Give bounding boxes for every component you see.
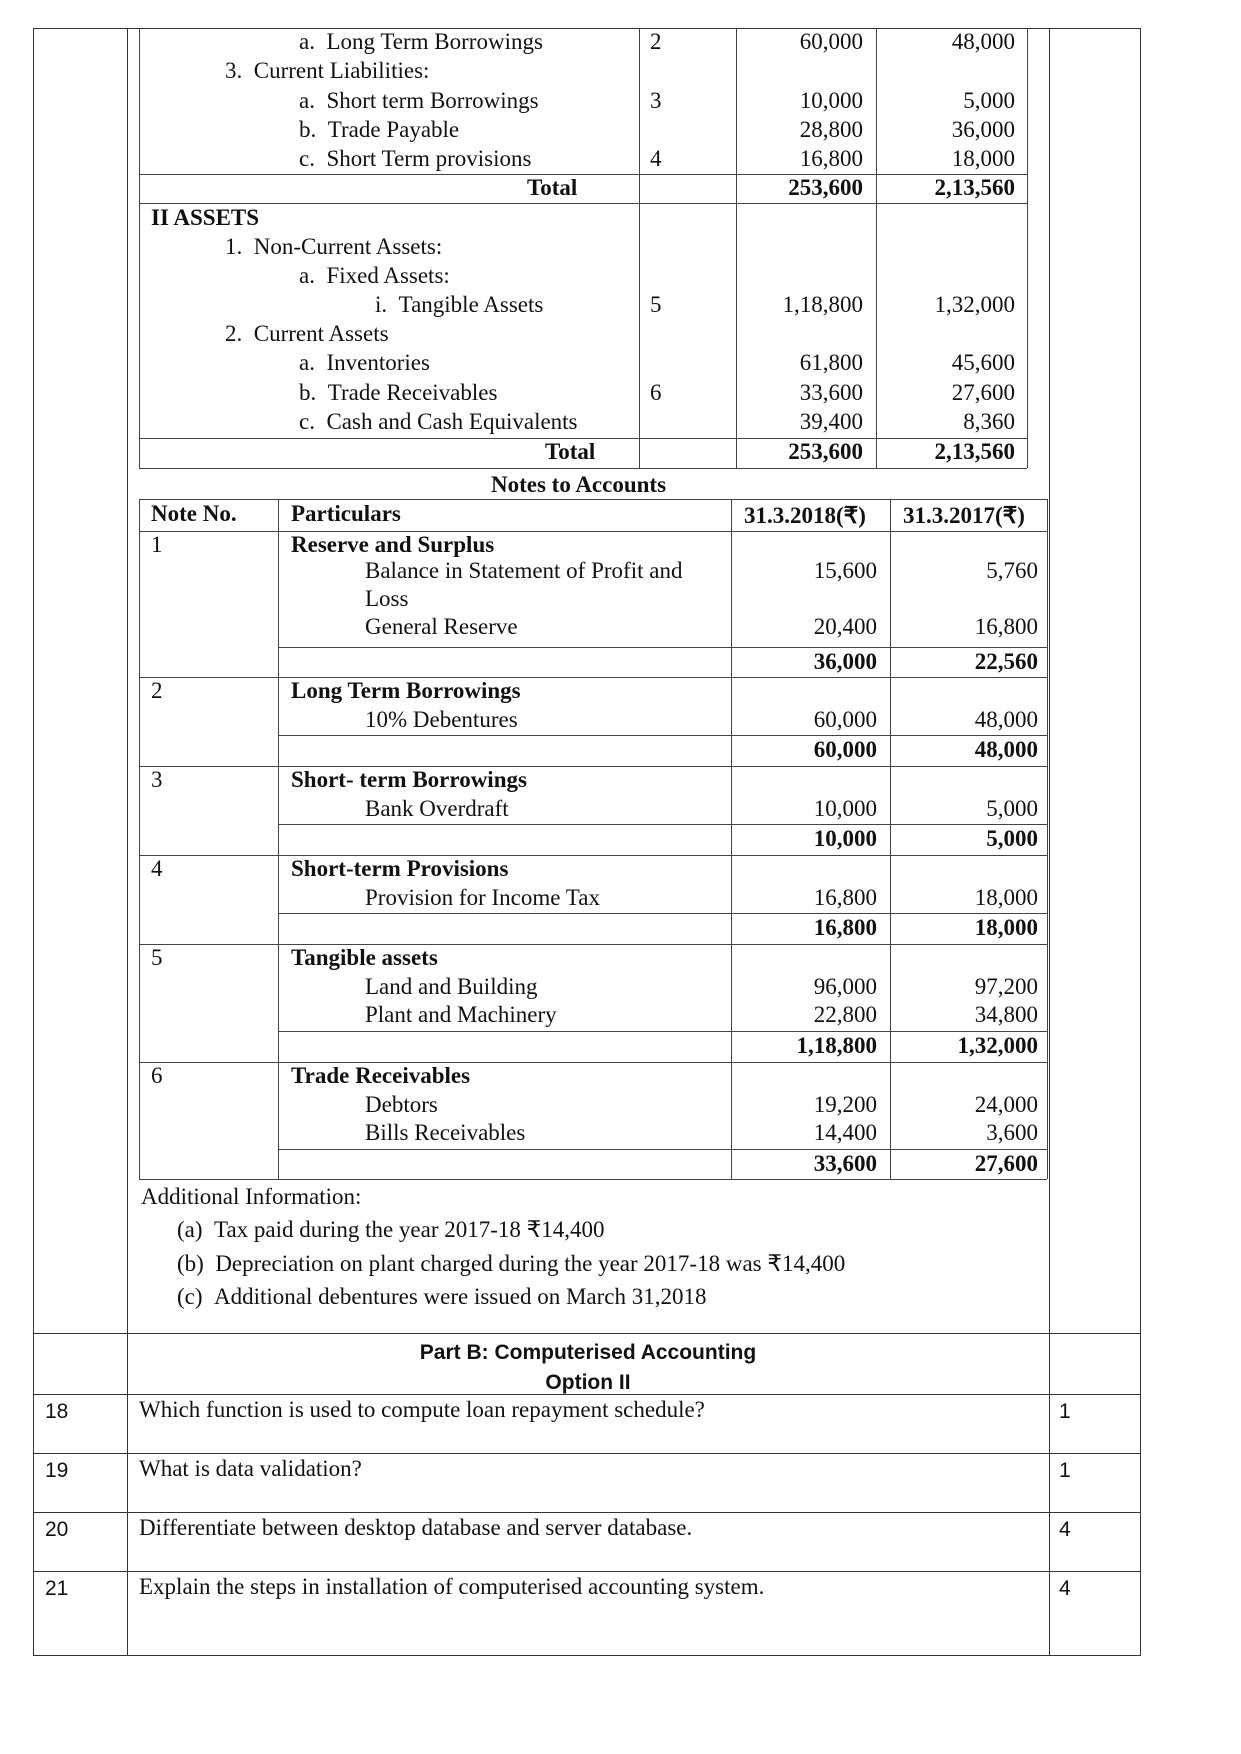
q19-divider xyxy=(33,1453,1141,1454)
note-total-cy: 10,000 xyxy=(813,826,877,851)
bs-row-note: 4 xyxy=(650,146,662,171)
note-line-cy: 10,000 xyxy=(813,796,877,821)
note-heading: Trade Receivables xyxy=(291,1063,471,1088)
bs-row-cy: 39,400 xyxy=(799,409,863,434)
note-heading: Tangible assets xyxy=(291,945,438,970)
bs-row-label: 1. Non-Current Assets: xyxy=(225,234,443,259)
note-line-py: 24,000 xyxy=(974,1092,1038,1117)
question-text: Explain the steps in installation of computerised accounting system. xyxy=(139,1574,765,1599)
additional-info-item: (b) Depreciation on plant charged during the year 2017-18 was ₹14,400 xyxy=(177,1251,846,1276)
note-line-py: 34,800 xyxy=(974,1002,1038,1027)
note-line-label: 10% Debentures xyxy=(365,707,518,732)
bs-total-label: Total xyxy=(545,439,596,464)
bs-row-py: 48,000 xyxy=(951,29,1015,54)
note-total-cy: 60,000 xyxy=(813,737,877,762)
bs-row-py: 36,000 xyxy=(951,117,1015,142)
note-line-cy: 14,400 xyxy=(813,1120,877,1145)
note-total-cy: 36,000 xyxy=(813,649,877,674)
note-total-cy: 16,800 xyxy=(813,915,877,940)
bs-row-py: 5,000 xyxy=(963,88,1015,113)
bs-row-label: 2. Current Assets xyxy=(225,321,389,346)
note-total-py: 27,600 xyxy=(974,1151,1038,1176)
bs-row-cy: 28,800 xyxy=(799,117,863,142)
bs-row-label: a. Short term Borrowings xyxy=(299,88,539,113)
note-total-py: 1,32,000 xyxy=(957,1033,1038,1058)
q21-divider xyxy=(33,1571,1141,1572)
note-line-cy: 96,000 xyxy=(813,974,877,999)
note-line-py: 5,000 xyxy=(986,796,1038,821)
note-line-label: Balance in Statement of Profit and xyxy=(365,558,683,583)
bs-row-py: 27,600 xyxy=(951,380,1015,405)
note-line-py: 48,000 xyxy=(974,707,1038,732)
bs-total-cy: 253,600 xyxy=(788,175,863,200)
bs-row-py: 45,600 xyxy=(951,350,1015,375)
note-line-label: Land and Building xyxy=(365,974,538,999)
q20-divider xyxy=(33,1512,1141,1513)
note-number: 3 xyxy=(151,767,163,792)
note-total-py: 48,000 xyxy=(974,737,1038,762)
question-marks: 1 xyxy=(1059,1459,1071,1482)
question-text: Differentiate between desktop database and server database. xyxy=(139,1515,693,1540)
bs-row-note: 6 xyxy=(650,380,662,405)
bs-row-cy: 16,800 xyxy=(799,146,863,171)
additional-info-item: (c) Additional debentures were issued on March 31,2018 xyxy=(177,1284,707,1309)
bs-row-note: 3 xyxy=(650,88,662,113)
note-line-cy: 20,400 xyxy=(813,614,877,639)
note-heading: Long Term Borrowings xyxy=(291,678,521,703)
bs-row-label: c. Cash and Cash Equivalents xyxy=(299,409,578,434)
question-number: 21 xyxy=(45,1577,69,1600)
additional-info-item: (a) Tax paid during the year 2017-18 ₹14,400 xyxy=(177,1217,605,1242)
note-line-label: General Reserve xyxy=(365,614,518,639)
part-b-divider xyxy=(33,1333,1141,1334)
question-text: What is data validation? xyxy=(139,1456,362,1481)
note-heading: Short- term Borrowings xyxy=(291,767,527,792)
question-marks: 4 xyxy=(1059,1577,1071,1600)
note-heading: Reserve and Surplus xyxy=(291,532,495,557)
note-total-cy: 33,600 xyxy=(813,1151,877,1176)
bs-row-label: a. Long Term Borrowings xyxy=(299,29,543,54)
bs-row-cy: 33,600 xyxy=(799,380,863,405)
note-total-py: 22,560 xyxy=(974,649,1038,674)
bs-row-cy: 10,000 xyxy=(799,88,863,113)
additional-info-heading: Additional Information: xyxy=(141,1184,362,1209)
note-total-cy: 1,18,800 xyxy=(796,1033,877,1058)
bs-row-label: 3. Current Liabilities: xyxy=(225,58,430,83)
notes-header-note-no: Note No. xyxy=(151,501,237,526)
question-number: 19 xyxy=(45,1459,69,1482)
question-text: Which function is used to compute loan repayment schedule? xyxy=(139,1397,705,1422)
note-number: 2 xyxy=(151,678,163,703)
bs-row-cy: 60,000 xyxy=(799,29,863,54)
note-number: 4 xyxy=(151,856,163,881)
note-line-py: 18,000 xyxy=(974,885,1038,910)
note-line-cy: 22,800 xyxy=(813,1002,877,1027)
question-number: 18 xyxy=(45,1400,69,1423)
note-line-py: 5,760 xyxy=(986,558,1038,583)
note-line-label: Debtors xyxy=(365,1092,438,1117)
bs-row-label: c. Short Term provisions xyxy=(299,146,532,171)
note-line-label: Bank Overdraft xyxy=(365,796,509,821)
bs-row-label: b. Trade Receivables xyxy=(299,380,498,405)
bs-row-cy: 1,18,800 xyxy=(782,292,863,317)
note-line-py: 97,200 xyxy=(974,974,1038,999)
bs-row-cy: 61,800 xyxy=(799,350,863,375)
note-line-label: Bills Receivables xyxy=(365,1120,526,1145)
note-number: 5 xyxy=(151,945,163,970)
part-b-option: Option II xyxy=(545,1371,631,1394)
note-line-label: Plant and Machinery xyxy=(365,1002,557,1027)
bs-row-py: 8,360 xyxy=(963,409,1015,434)
note-line-cy: 60,000 xyxy=(813,707,877,732)
note-line-cy: 16,800 xyxy=(813,885,877,910)
note-line-py: 16,800 xyxy=(974,614,1038,639)
qno-column-divider xyxy=(127,28,128,1656)
bs-row-label: b. Trade Payable xyxy=(299,117,460,142)
bs-row-label: i. Tangible Assets xyxy=(375,292,544,317)
bs-total-py: 2,13,560 xyxy=(934,439,1015,464)
note-line-py: 3,600 xyxy=(986,1120,1038,1145)
question-marks: 1 xyxy=(1059,1400,1071,1423)
note-line-label: Provision for Income Tax xyxy=(365,885,600,910)
bs-row-label: a. Fixed Assets: xyxy=(299,263,450,288)
bs-row-py: 18,000 xyxy=(951,146,1015,171)
notes-header-py: 31.3.2017(₹) xyxy=(903,503,1025,528)
bs-total-py: 2,13,560 xyxy=(934,175,1015,200)
notes-header-cy: 31.3.2018(₹) xyxy=(744,503,866,528)
note-total-py: 5,000 xyxy=(986,826,1038,851)
note-line-cy: 19,200 xyxy=(813,1092,877,1117)
note-line-label: Loss xyxy=(365,586,409,611)
bs-total-cy: 253,600 xyxy=(788,439,863,464)
question-marks: 4 xyxy=(1059,1518,1071,1541)
note-total-py: 18,000 xyxy=(974,915,1038,940)
note-heading: Short-term Provisions xyxy=(291,856,509,881)
assets-heading: II ASSETS xyxy=(151,205,260,230)
bs-total-label: Total xyxy=(527,175,578,200)
bs-row-label: a. Inventories xyxy=(299,350,430,375)
notes-header-particulars: Particulars xyxy=(291,501,401,526)
bs-row-py: 1,32,000 xyxy=(934,292,1015,317)
part-b-title: Part B: Computerised Accounting xyxy=(419,1341,757,1364)
notes-title: Notes to Accounts xyxy=(491,472,667,497)
note-line-cy: 15,600 xyxy=(813,558,877,583)
note-number: 1 xyxy=(151,532,163,557)
question-number: 20 xyxy=(45,1518,69,1541)
note-number: 6 xyxy=(151,1063,163,1088)
bs-row-note: 5 xyxy=(650,292,662,317)
marks-column-divider xyxy=(1049,28,1050,1656)
bs-row-note: 2 xyxy=(650,29,662,54)
